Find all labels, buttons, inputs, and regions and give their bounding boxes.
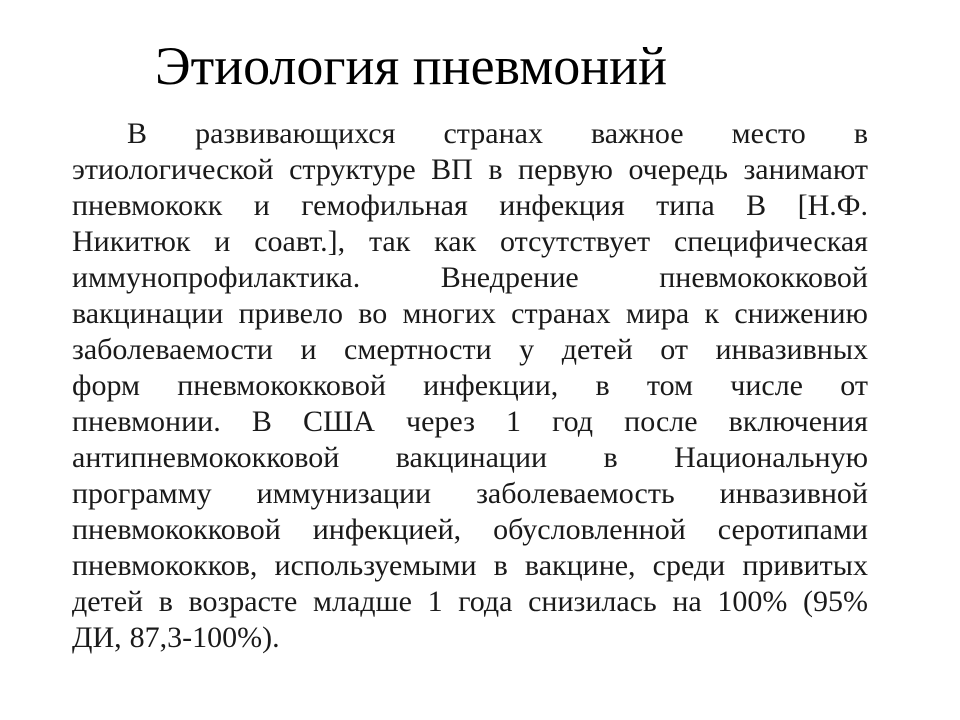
- paragraph-line: [72, 584, 868, 620]
- paragraph-word: пневмококковой: [72, 513, 281, 546]
- paragraph-line: [72, 440, 868, 476]
- paragraph-word: среди: [652, 549, 726, 582]
- paragraph-word: Национальную: [674, 441, 868, 474]
- paragraph-word: смертности: [344, 333, 492, 366]
- paragraph-word: как: [434, 225, 477, 258]
- paragraph-word: ДИ,: [72, 621, 122, 654]
- paragraph-word: во: [358, 297, 388, 330]
- paragraph-word: В: [251, 405, 272, 438]
- paragraph-line: [72, 296, 868, 332]
- paragraph-word: инвазивной: [719, 477, 868, 510]
- paragraph-word: в: [493, 549, 508, 582]
- paragraph-word: снижению: [734, 297, 868, 330]
- paragraph-word: соавт.],: [254, 225, 346, 258]
- paragraph-word: В: [127, 117, 148, 150]
- paragraph-line: [72, 512, 868, 548]
- paragraph-word: в: [595, 369, 610, 402]
- paragraph-word: странах: [511, 297, 611, 330]
- paragraph-line: [72, 152, 868, 188]
- slide-body-paragraph: [72, 116, 868, 656]
- paragraph-word: инвазивных: [715, 333, 868, 366]
- paragraph-word: привитых: [742, 549, 868, 582]
- paragraph-word: 87,3-100%).: [129, 621, 280, 654]
- paragraph-word: странах: [443, 117, 543, 150]
- paragraph-word: иммунопрофилактика.: [72, 261, 361, 294]
- paragraph-word: от: [840, 369, 868, 402]
- paragraph-word: Внедрение: [440, 261, 579, 294]
- paragraph-word: и: [300, 333, 317, 366]
- paragraph-word: антипневмококковой: [72, 441, 340, 474]
- paragraph-word: включения: [728, 405, 868, 438]
- paragraph-word: заболеваемости: [72, 333, 273, 366]
- paragraph-word: отсутствует: [500, 225, 651, 258]
- paragraph-word: занимают: [743, 153, 868, 186]
- paragraph-word: младше: [312, 585, 412, 618]
- paragraph-line: [72, 116, 868, 152]
- slide-title: Этиология пневмоний: [155, 36, 667, 96]
- paragraph-word: 100%: [717, 585, 788, 618]
- paragraph-word: и: [253, 189, 270, 222]
- paragraph-word: пневмококковой: [177, 369, 386, 402]
- paragraph-word: иммунизации: [256, 477, 432, 510]
- paragraph-line: [72, 188, 868, 224]
- paragraph-word: на: [672, 585, 702, 618]
- paragraph-word: 1: [427, 585, 443, 618]
- paragraph-word: у: [519, 333, 535, 366]
- paragraph-word: пневмококк: [72, 189, 223, 222]
- paragraph-word: США: [302, 405, 375, 438]
- paragraph-word: детей: [72, 585, 144, 618]
- paragraph-line: [72, 260, 868, 296]
- paragraph-word: от: [660, 333, 688, 366]
- paragraph-word: вакцине,: [524, 549, 636, 582]
- paragraph-word: к: [704, 297, 720, 330]
- paragraph-word: снизилась: [528, 585, 657, 618]
- paragraph-word: Никитюк: [72, 225, 191, 258]
- paragraph-word: 1: [506, 405, 522, 438]
- paragraph-word: так: [368, 225, 411, 258]
- paragraph-word: обусловленной: [493, 513, 686, 546]
- paragraph-word: используемыми: [274, 549, 477, 582]
- paragraph-word: вакцинации: [72, 297, 224, 330]
- paragraph-word: форм: [72, 369, 140, 402]
- paragraph-word: детей: [561, 333, 633, 366]
- paragraph-word: ВП: [431, 153, 473, 186]
- paragraph-word: пневмококков,: [72, 549, 258, 582]
- paragraph-word: пневмококковой: [659, 261, 868, 294]
- paragraph-line: [72, 332, 868, 368]
- paragraph-word: инфекции,: [423, 369, 559, 402]
- paragraph-word: серотипами: [717, 513, 868, 546]
- paragraph-word: после: [624, 405, 698, 438]
- paragraph-word: инфекция: [499, 189, 625, 222]
- paragraph-word: года: [458, 585, 513, 618]
- paragraph-word: (95%: [802, 585, 868, 618]
- paragraph-word: привело: [238, 297, 343, 330]
- paragraph-word: типа: [656, 189, 715, 222]
- paragraph-word: в: [488, 153, 503, 186]
- paragraph-line: [72, 224, 868, 260]
- paragraph-word: первую: [518, 153, 613, 186]
- paragraph-word: очередь: [628, 153, 728, 186]
- paragraph-line: [72, 548, 868, 584]
- paragraph-line: [72, 368, 868, 404]
- paragraph-word: через: [405, 405, 475, 438]
- paragraph-word: инфекцией,: [312, 513, 462, 546]
- paragraph-word: [Н.Ф.: [797, 189, 868, 222]
- paragraph-word: пневмонии.: [72, 405, 221, 438]
- paragraph-word: в: [158, 585, 173, 618]
- paragraph-word: место: [731, 117, 806, 150]
- paragraph-word: вакцинации: [395, 441, 548, 474]
- paragraph-word: этиологической: [72, 153, 274, 186]
- paragraph-word: в: [853, 117, 868, 150]
- paragraph-word: и: [214, 225, 231, 258]
- paragraph-word: в: [603, 441, 618, 474]
- paragraph-word: В: [746, 189, 767, 222]
- paragraph-word: специфическая: [673, 225, 868, 258]
- paragraph-line: [72, 404, 868, 440]
- paragraph-word: возрасте: [188, 585, 298, 618]
- paragraph-word: гемофильная: [301, 189, 468, 222]
- paragraph-word: числе: [730, 369, 803, 402]
- paragraph-word: важное: [591, 117, 684, 150]
- paragraph-word: год: [552, 405, 594, 438]
- paragraph-word: заболеваемость: [476, 477, 675, 510]
- paragraph-word: том: [646, 369, 694, 402]
- paragraph-word: развивающихся: [195, 117, 396, 150]
- paragraph-word: структуре: [289, 153, 416, 186]
- paragraph-line: [72, 620, 868, 656]
- paragraph-line: [72, 476, 868, 512]
- paragraph-word: многих: [402, 297, 496, 330]
- paragraph-word: мира: [625, 297, 690, 330]
- paragraph-word: программу: [72, 477, 212, 510]
